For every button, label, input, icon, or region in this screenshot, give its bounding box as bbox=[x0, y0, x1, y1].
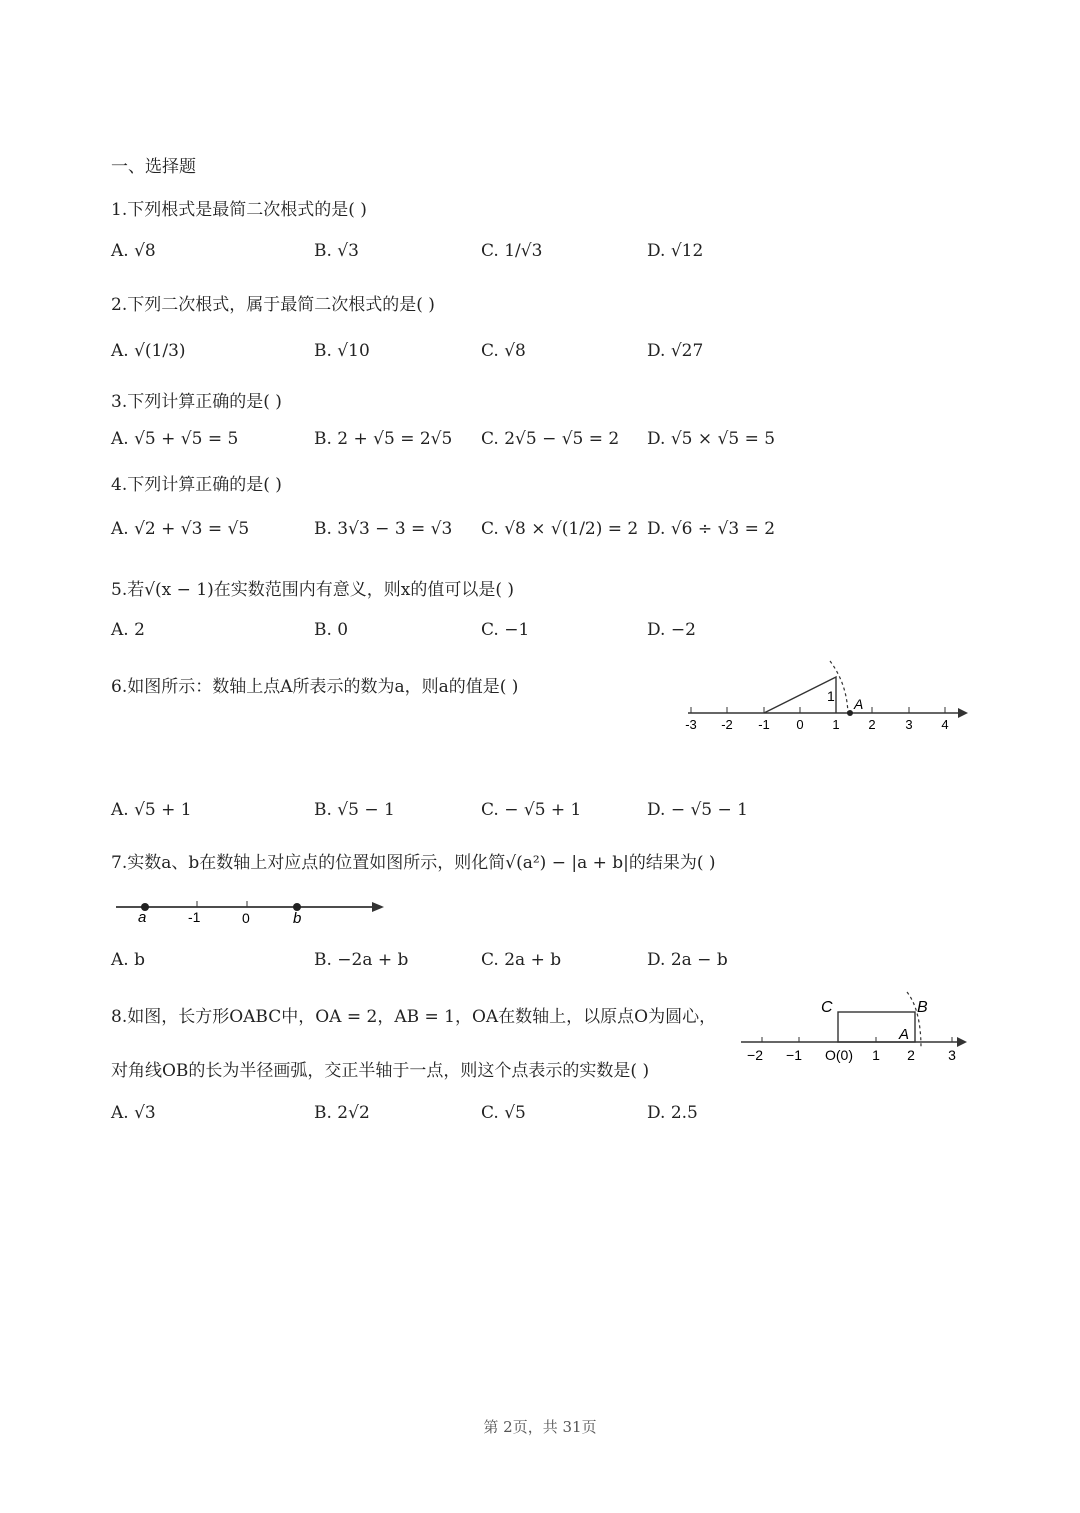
axis-arrow bbox=[958, 708, 968, 718]
section-title: 一、选择题 bbox=[111, 157, 196, 177]
q3-option-d[interactable]: D. √5 × √5 = 5 bbox=[647, 429, 776, 449]
q2-option-a[interactable]: A. √(1/3) bbox=[111, 341, 186, 361]
q6-option-d[interactable]: D. − √5 − 1 bbox=[647, 800, 748, 820]
q2-option-b[interactable]: B. √10 bbox=[314, 341, 370, 361]
page-footer: 第 2页，共 31页 bbox=[483, 1418, 597, 1436]
question-3-stem: 3.下列计算正确的是( ) bbox=[111, 392, 282, 412]
question-2-stem: 2.下列二次根式，属于最简二次根式的是( ) bbox=[111, 295, 435, 315]
q1-option-c[interactable]: C. 1/√3 bbox=[481, 241, 543, 261]
q8-rectangle-figure bbox=[735, 990, 975, 1070]
tick-label: -1 bbox=[758, 717, 770, 732]
tick-label: 3 bbox=[905, 717, 913, 732]
tick-label: 2 bbox=[907, 1047, 915, 1063]
tick-label: 2 bbox=[868, 717, 876, 732]
tick-label: 4 bbox=[941, 717, 949, 732]
q4-option-a[interactable]: A. √2 + √3 = √5 bbox=[111, 519, 250, 539]
axis-ticks bbox=[691, 707, 945, 713]
q8-option-c[interactable]: C. √5 bbox=[481, 1103, 526, 1123]
q3-option-c[interactable]: C. 2√5 − √5 = 2 bbox=[481, 429, 620, 449]
q6-option-c[interactable]: C. − √5 + 1 bbox=[481, 800, 582, 820]
q7-option-b[interactable]: B. −2a + b bbox=[314, 950, 409, 970]
point-b-label: B bbox=[917, 999, 928, 1016]
question-8-stem: 8.如图，长方形OABC中，OA = 2，AB = 1，OA在数轴上，以原点O为圆心， bbox=[111, 1007, 717, 1027]
q1-option-d[interactable]: D. √12 bbox=[647, 241, 704, 261]
q6-option-a[interactable]: A. √5 + 1 bbox=[111, 800, 192, 820]
q2-option-d[interactable]: D. √27 bbox=[647, 341, 704, 361]
q2-option-c[interactable]: C. √8 bbox=[481, 341, 526, 361]
height-label: 1 bbox=[827, 688, 835, 704]
point-b-label: b bbox=[293, 910, 302, 927]
tick-label: O(0) bbox=[825, 1047, 853, 1063]
tick-label: 0 bbox=[242, 910, 250, 926]
tick-label: 1 bbox=[832, 717, 840, 732]
tick-label: -1 bbox=[188, 909, 201, 925]
q7-option-d[interactable]: D. 2a − b bbox=[647, 950, 728, 970]
q6-option-b[interactable]: B. √5 − 1 bbox=[314, 800, 395, 820]
q3-option-b[interactable]: B. 2 + √5 = 2√5 bbox=[314, 429, 453, 449]
question-8-stem-line2: 对角线OB的长为半径画弧，交正半轴于一点，则这个点表示的实数是( ) bbox=[111, 1061, 650, 1081]
question-6-stem: 6.如图所示：数轴上点A所表示的数为a，则a的值是( ) bbox=[111, 677, 519, 697]
question-1-stem: 1.下列根式是最简二次根式的是( ) bbox=[111, 200, 367, 220]
q5-option-a[interactable]: A. 2 bbox=[111, 620, 145, 640]
q8-option-a[interactable]: A. √3 bbox=[111, 1103, 156, 1123]
q1-option-a[interactable]: A. √8 bbox=[111, 241, 156, 261]
q8-option-b[interactable]: B. 2√2 bbox=[314, 1103, 370, 1123]
question-4-stem: 4.下列计算正确的是( ) bbox=[111, 475, 282, 495]
tick-label: 1 bbox=[872, 1047, 880, 1063]
q5-option-d[interactable]: D. −2 bbox=[647, 620, 696, 640]
q7-number-line-figure bbox=[110, 890, 390, 930]
q5-option-b[interactable]: B. 0 bbox=[314, 620, 349, 640]
q1-option-b[interactable]: B. √3 bbox=[314, 241, 359, 261]
axis-ticks bbox=[762, 1037, 952, 1042]
point-a-label: A bbox=[854, 696, 864, 712]
q4-option-b[interactable]: B. 3√3 − 3 = √3 bbox=[314, 519, 453, 539]
q3-option-a[interactable]: A. √5 + √5 = 5 bbox=[111, 429, 239, 449]
q8-option-d[interactable]: D. 2.5 bbox=[647, 1103, 698, 1123]
tick-label: -2 bbox=[721, 717, 733, 732]
question-5-stem: 5.若√(x − 1)在实数范围内有意义，则x的值可以是( ) bbox=[111, 580, 515, 600]
point-a-label: A bbox=[899, 1026, 910, 1043]
q7-option-c[interactable]: C. 2a + b bbox=[481, 950, 562, 970]
tick-label: 0 bbox=[796, 717, 804, 732]
axis-arrow bbox=[957, 1037, 967, 1047]
q4-option-d[interactable]: D. √6 ÷ √3 = 2 bbox=[647, 519, 776, 539]
axis-arrow bbox=[372, 902, 384, 912]
q6-number-line-figure bbox=[680, 655, 975, 740]
question-7-stem: 7.实数a、b在数轴上对应点的位置如图所示，则化简√(a²) − |a + b|的结果为( ) bbox=[111, 853, 716, 873]
point-a bbox=[847, 710, 853, 716]
q4-option-c[interactable]: C. √8 × √(1/2) = 2 bbox=[481, 519, 639, 539]
tick-label: 3 bbox=[948, 1047, 956, 1063]
tick-label: −2 bbox=[747, 1047, 763, 1063]
point-c-label: C bbox=[821, 999, 833, 1016]
tick-label: -3 bbox=[685, 717, 697, 732]
q5-option-c[interactable]: C. −1 bbox=[481, 620, 530, 640]
q7-option-a[interactable]: A. b bbox=[111, 950, 145, 970]
tick-label: −1 bbox=[786, 1047, 802, 1063]
point-a-label: a bbox=[138, 909, 147, 926]
